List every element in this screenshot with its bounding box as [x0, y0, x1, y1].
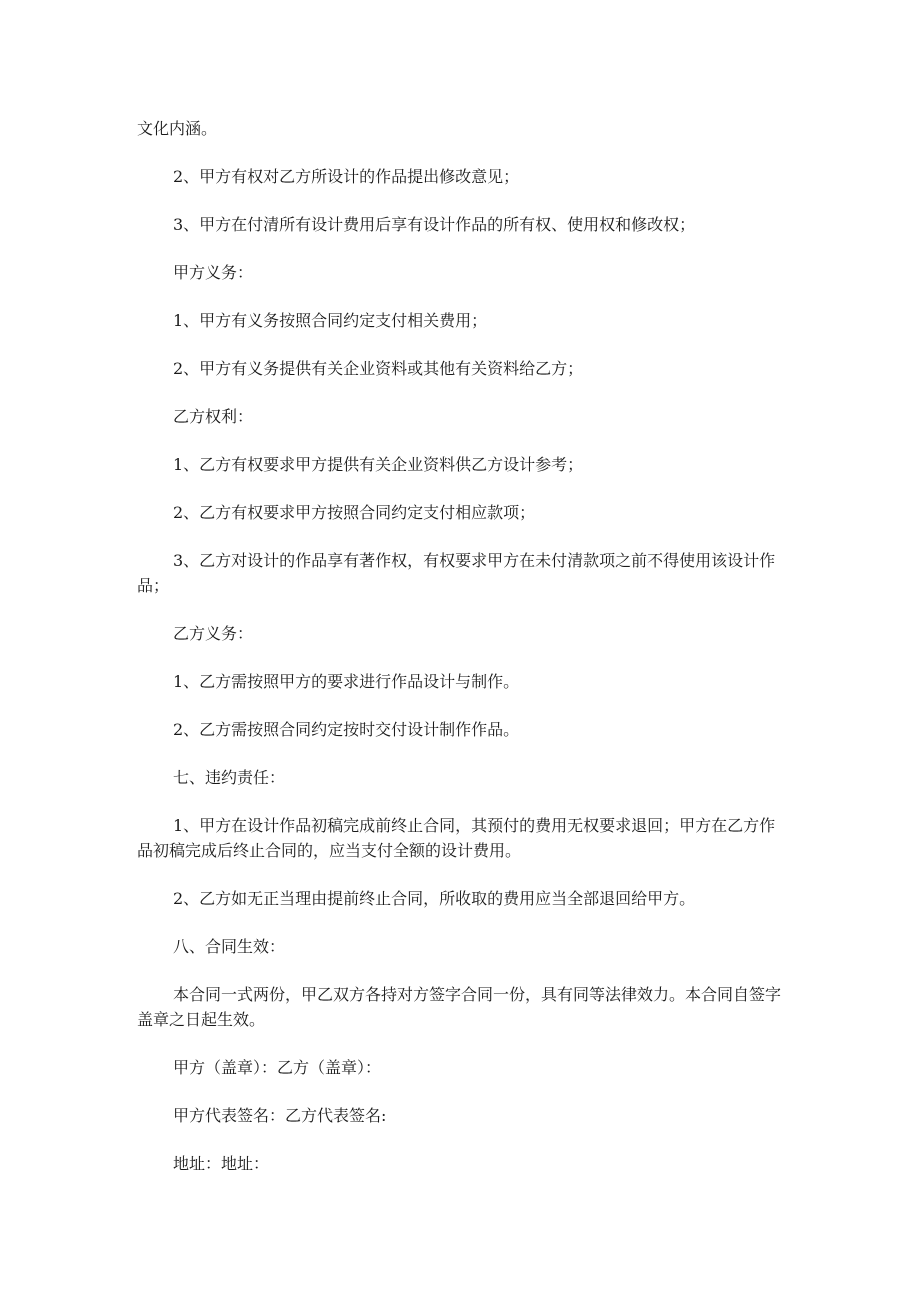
signature-representative-line: 甲方代表签名：乙方代表签名:	[173, 1106, 387, 1125]
heading-contract-effect: 八、合同生效：	[173, 937, 286, 956]
paragraph-continuation: 文化内涵。	[137, 119, 218, 138]
paragraph-party-a-obligation-1: 1、甲方有义务按照合同约定支付相关费用；	[173, 311, 488, 330]
paragraph-party-a-right-2: 2、甲方有权对乙方所设计的作品提出修改意见；	[173, 167, 520, 186]
document-body	[137, 116, 785, 1176]
paragraph-party-b-right-3: 3、乙方对设计的作品享有著作权，有权要求甲方在未付清款项之前不得使用该设计作品；	[137, 551, 776, 595]
paragraph-contract-effect: 本合同一式两份，甲乙双方各持对方签字合同一份，具有同等法律效力。本合同自签字盖章之日起生效。	[137, 985, 782, 1029]
heading-party-b-rights: 乙方权利：	[173, 407, 254, 426]
paragraph-party-a-obligation-2: 2、甲方有义务提供有关企业资料或其他有关资料给乙方；	[173, 359, 584, 378]
paragraph-breach-1: 1、甲方在设计作品初稿完成前终止合同，其预付的费用无权要求退回；甲方在乙方作品初稿完成后终止合同的，应当支付全额的设计费用。	[137, 816, 776, 860]
heading-party-a-obligations: 甲方义务：	[173, 263, 254, 282]
paragraph-party-b-right-1: 1、乙方有权要求甲方提供有关企业资料供乙方设计参考；	[173, 455, 584, 474]
heading-party-b-obligations: 乙方义务：	[173, 624, 254, 643]
signature-seal-line: 甲方（盖章）：乙方（盖章）：	[173, 1058, 382, 1077]
paragraph-party-a-right-3: 3、甲方在付清所有设计费用后享有设计作品的所有权、使用权和修改权；	[173, 215, 696, 234]
heading-breach-liability: 七、违约责任：	[173, 768, 286, 787]
paragraph-party-b-right-2: 2、乙方有权要求甲方按照合同约定支付相应款项；	[173, 503, 536, 522]
paragraph-breach-2: 2、乙方如无正当理由提前终止合同，所收取的费用应当全部退回给甲方。	[173, 889, 696, 908]
signature-address-line: 地址：地址：	[173, 1154, 270, 1173]
paragraph-party-b-obligation-1: 1、乙方需按照甲方的要求进行作品设计与制作。	[173, 672, 520, 691]
paragraph-party-b-obligation-2: 2、乙方需按照合同约定按时交付设计制作作品。	[173, 720, 520, 739]
